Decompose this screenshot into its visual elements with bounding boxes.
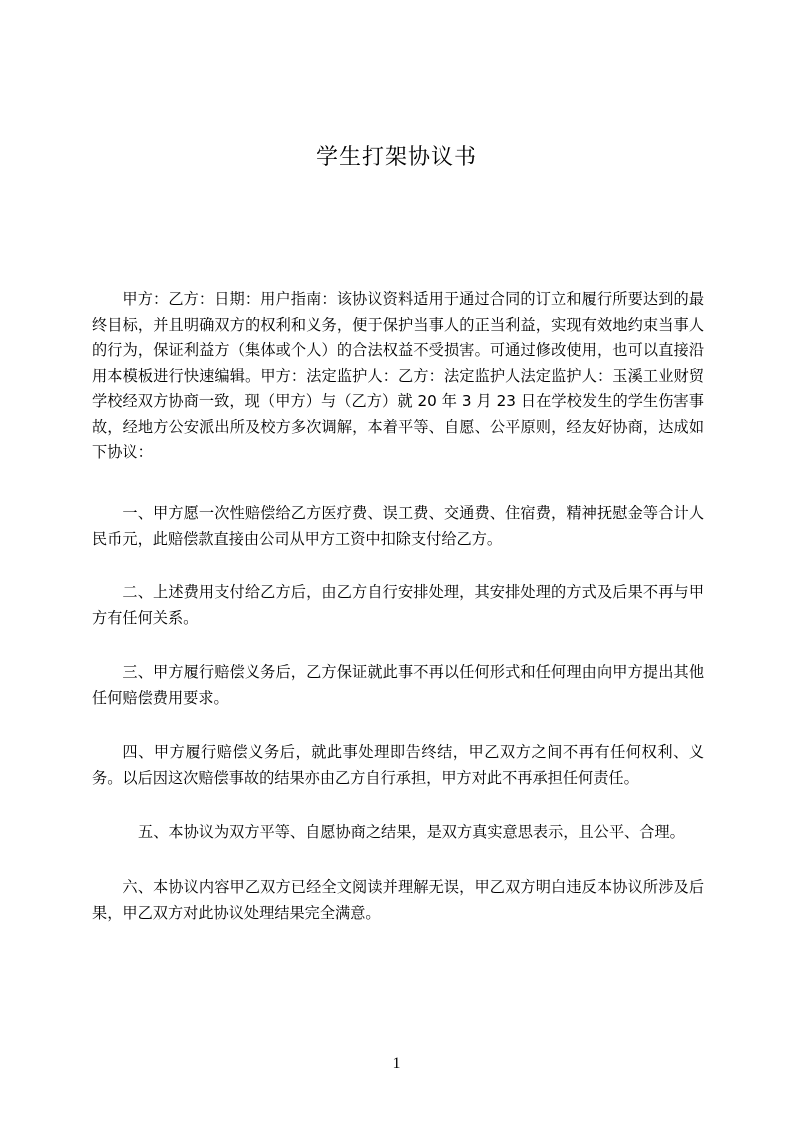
page-title: 学生打架协议书 — [315, 145, 477, 170]
intro-paragraph: 甲方：乙方：日期：用户指南：该协议资料适用于通过合同的订立和履行所要达到的最终目标，并且明确双方的权利和义务，便于保护当事人的正当利益，实现有效地约束当事人的行为，保证利益方（集体或个人）的合法权益不受损害。可通过修改使用，也可以直接沿用本模板进行快速编辑。甲方：法定监护人：乙方：法定监护人法定监护人：玉溪工业财贸学校经双方协商一致，现（甲方）与（乙方）就 20 年 3 月 23 日在学校发生的学生伤害事故，经地方公安派出所及校方多次调解，本着平等、自愿、公平原则，经友好协商，达成如下协议： — [92, 290, 704, 461]
clause-2-paragraph: 二、上述费用支付给乙方后，由乙方自行安排处理，其安排处理的方式及后果不再与甲方有任何关系。 — [92, 583, 704, 627]
page-number: 1 — [392, 1055, 401, 1072]
clause-6-paragraph: 六、本协议内容甲乙双方已经全文阅读并理解无误，甲乙双方明白违反本协议所涉及后果，甲乙双方对此协议处理结果完全满意。 — [92, 878, 704, 922]
clause-5-paragraph: 五、本协议为双方平等、自愿协商之结果，是双方真实意思表示，且公平、合理。 — [138, 823, 685, 841]
clause-3-paragraph: 三、甲方履行赔偿义务后，乙方保证就此事不再以任何形式和任何理由向甲方提出其他任何赔偿费用要求。 — [92, 663, 704, 707]
clause-1-paragraph: 一、甲方愿一次性赔偿给乙方医疗费、误工费、交通费、住宿费，精神抚慰金等合计人民币元，此赔偿款直接由公司从甲方工资中扣除支付给乙方。 — [92, 504, 704, 548]
clause-4-paragraph: 四、甲方履行赔偿义务后，就此事处理即告终结，甲乙双方之间不再有任何权利、义务。以后因这次赔偿事故的结果亦由乙方自行承担，甲方对此不再承担任何责任。 — [92, 743, 704, 787]
